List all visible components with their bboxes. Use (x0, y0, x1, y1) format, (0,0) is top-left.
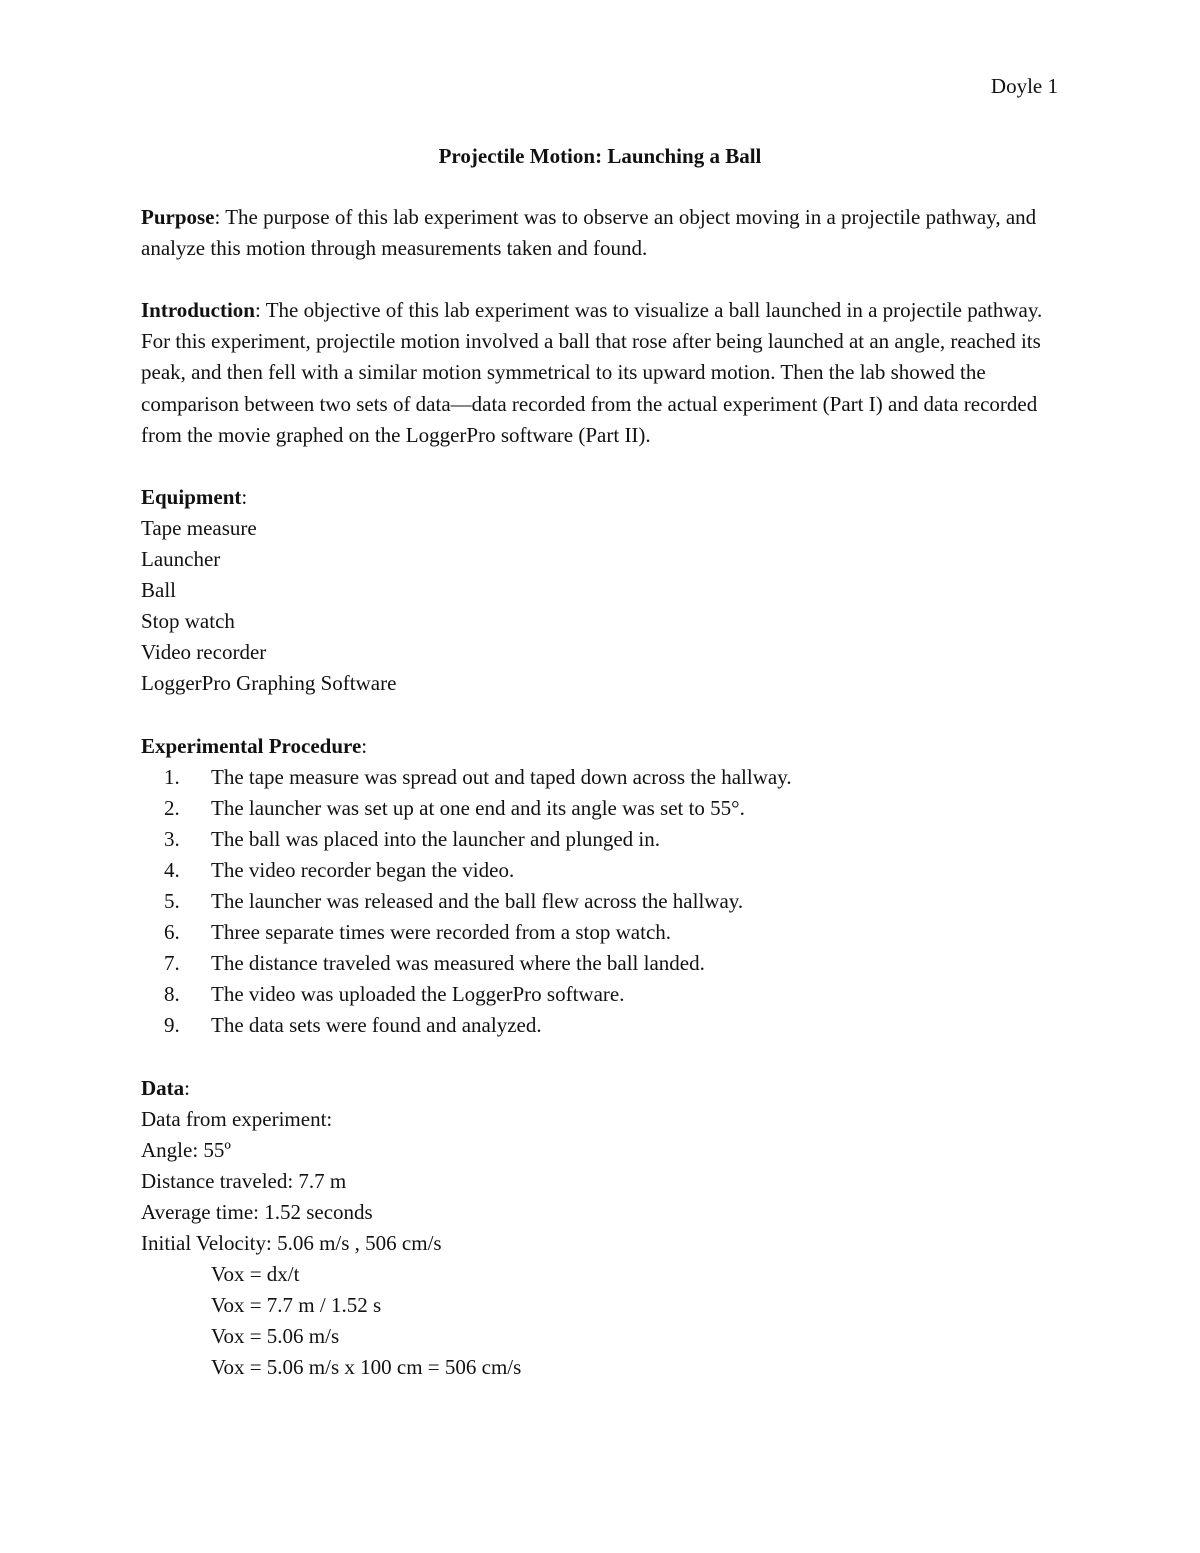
data-colon: : (184, 1075, 191, 1100)
step-text: The video was uploaded the LoggerPro software. (211, 982, 625, 1007)
step-text: The video recorder began the video. (211, 857, 515, 882)
procedure-step (141, 917, 1061, 948)
procedure-colon: : (361, 733, 368, 758)
data-line: Initial Velocity: 5.06 m/s , 506 cm/s (141, 1231, 442, 1256)
step-number: 4. (164, 857, 180, 882)
equation-line: Vox = 7.7 m / 1.52 s (211, 1293, 382, 1318)
step-number: 3. (164, 826, 180, 851)
procedure-step (141, 979, 1061, 1010)
procedure-steps-list (141, 762, 1061, 1042)
equation-line: Vox = 5.06 m/s x 100 cm = 506 cm/s (211, 1355, 522, 1380)
data-label: Data (141, 1075, 185, 1100)
equipment-item: Video recorder (141, 640, 267, 665)
step-text: The data sets were found and analyzed. (211, 1013, 542, 1038)
step-text: The ball was placed into the launcher and plunged in. (211, 826, 661, 851)
data-section (141, 1073, 1061, 1384)
data-line: Average time: 1.52 seconds (141, 1200, 373, 1224)
procedure-step (141, 886, 1061, 917)
equipment-heading (141, 482, 1061, 513)
introduction-label: Introduction (141, 298, 255, 323)
data-line: Data from experiment: (141, 1106, 333, 1131)
procedure-step (141, 1010, 1061, 1041)
introduction-text: : The objective of this lab experiment was to visualize a ball launched in a projectile pathway. For this experiment, projectile motion involved a ball that rose after being launched at an angle, reached its peak, and then fell with a similar motion symmetrical to its upward motion. Then the lab showed the comparison between two sets of data—data recorded from the actual experiment (Part I) and data recorded from the movie graphed on the LoggerPro software (Part II). (141, 298, 1043, 447)
step-number: 1. (164, 764, 180, 789)
page-header-label: Doyle 1 (990, 74, 1058, 98)
document-title: Projectile Motion: Launching a Ball (438, 144, 762, 168)
procedure-section (141, 731, 1061, 1042)
step-number: 9. (164, 1013, 180, 1038)
procedure-step (141, 793, 1061, 824)
step-text: The launcher was set up at one end and its angle was set to 55°. (211, 795, 745, 820)
equation-line: Vox = 5.06 m/s (211, 1324, 340, 1349)
step-number: 7. (164, 951, 180, 976)
procedure-step (141, 948, 1061, 979)
equation-line: Vox = dx/t (211, 1262, 300, 1287)
step-text: The distance traveled was measured where the ball landed. (211, 951, 705, 976)
data-line: Distance traveled: 7.7 m (141, 1168, 347, 1193)
step-text: The launcher was released and the ball flew across the hallway. (211, 889, 744, 914)
step-text: Three separate times were recorded from a stop watch. (211, 920, 672, 945)
step-text: The tape measure was spread out and taped down across the hallway. (211, 764, 792, 789)
data-heading (141, 1073, 1061, 1104)
introduction-section (141, 295, 1061, 450)
equipment-item: LoggerPro Graphing Software (141, 671, 397, 696)
purpose-label: Purpose (141, 205, 215, 229)
data-line: Angle: 55º (141, 1137, 231, 1162)
document-body (141, 202, 1061, 1384)
purpose-text: : The purpose of this lab experiment was to observe an object moving in a projectile pathway, and analyze this motion through measurements taken and found. (141, 205, 1037, 261)
step-number: 6. (164, 920, 180, 945)
equipment-item: Ball (141, 578, 176, 603)
procedure-label: Experimental Procedure (141, 733, 362, 758)
procedure-step (141, 855, 1061, 886)
equipment-item: Tape measure (141, 515, 257, 540)
equipment-section (141, 482, 1061, 700)
procedure-heading (141, 731, 1061, 762)
equipment-item: Stop watch (141, 609, 235, 634)
equipment-label: Equipment (141, 484, 242, 509)
step-number: 8. (164, 982, 180, 1007)
purpose-section (141, 202, 1061, 264)
equipment-colon: : (241, 484, 248, 509)
procedure-step (141, 762, 1061, 793)
velocity-equations (141, 1259, 1061, 1383)
procedure-step (141, 824, 1061, 855)
step-number: 5. (164, 889, 180, 914)
step-number: 2. (164, 795, 180, 820)
equipment-item: Launcher (141, 547, 221, 572)
